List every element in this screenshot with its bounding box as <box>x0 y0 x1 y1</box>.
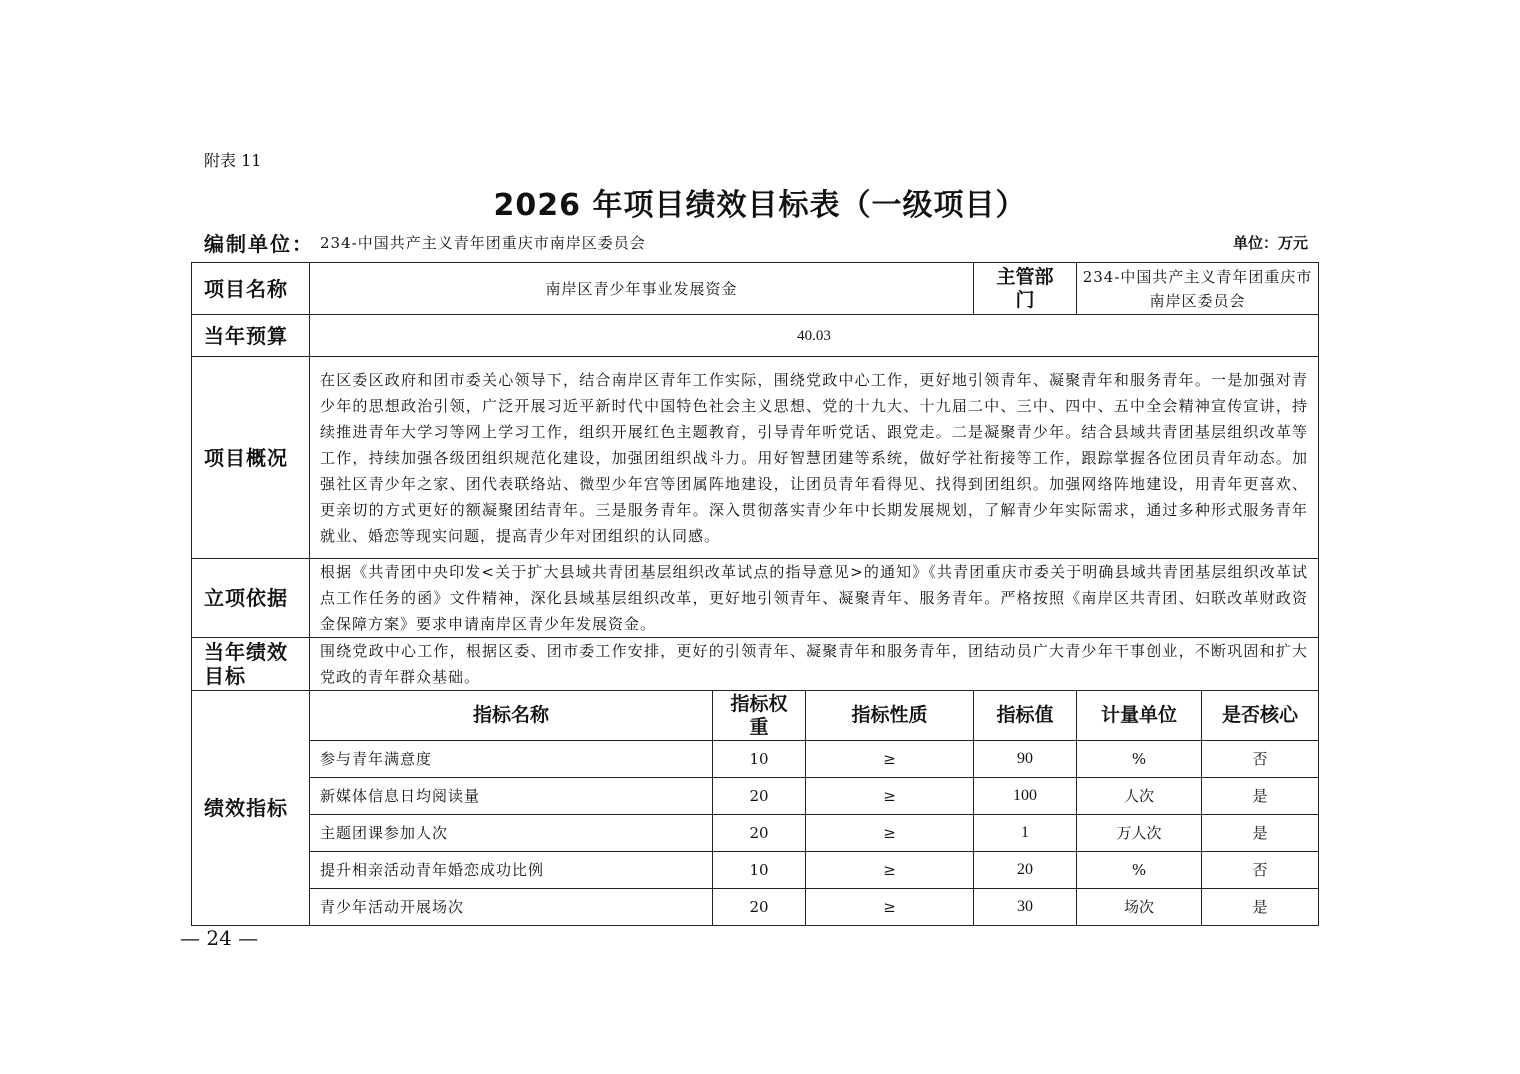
indicator-value: 20 <box>974 852 1077 889</box>
indicator-core: 是 <box>1202 815 1319 852</box>
budget-value: 40.03 <box>310 315 1319 357</box>
indicator-name: 提升相亲活动青年婚恋成功比例 <box>310 852 713 889</box>
row-basis <box>192 559 1319 638</box>
page-number: — 24 — <box>180 926 259 950</box>
indicator-weight: 20 <box>713 815 806 852</box>
performance-table <box>191 262 1319 926</box>
indicators-label: 绩效指标 <box>192 691 310 926</box>
row-project-name <box>192 263 1319 315</box>
goal-text: 围绕党政中心工作，根据区委、团市委工作安排，更好的引领青年、凝聚青年和服务青年，团结动员广大青少年干事创业，不断巩固和扩大党政的青年群众基础。 <box>310 638 1319 691</box>
table-row <box>192 852 1319 889</box>
header-nature: 指标性质 <box>806 691 974 741</box>
indicator-unit: 万人次 <box>1077 815 1202 852</box>
budget-label: 当年预算 <box>192 315 310 357</box>
row-goal <box>192 638 1319 691</box>
unit-label: 编制单位： <box>204 232 314 256</box>
row-budget <box>192 315 1319 357</box>
manager-value: 234-中国共产主义青年团重庆市南岸区委员会 <box>1077 263 1319 315</box>
indicator-name: 青少年活动开展场次 <box>310 889 713 926</box>
indicator-unit: 人次 <box>1077 778 1202 815</box>
indicator-name: 新媒体信息日均阅读量 <box>310 778 713 815</box>
indicator-core: 是 <box>1202 778 1319 815</box>
indicator-unit: % <box>1077 741 1202 778</box>
indicator-value: 30 <box>974 889 1077 926</box>
table-row <box>192 741 1319 778</box>
table-row <box>192 815 1319 852</box>
unit-line <box>204 228 1308 256</box>
indicator-value: 90 <box>974 741 1077 778</box>
annex-label: 附表 11 <box>204 151 262 170</box>
indicator-nature: ≥ <box>806 815 974 852</box>
manager-label: 主管部门 <box>974 263 1077 315</box>
row-overview <box>192 357 1319 559</box>
header-core: 是否核心 <box>1202 691 1319 741</box>
project-name-value: 南岸区青少年事业发展资金 <box>310 263 974 315</box>
indicator-name: 主题团课参加人次 <box>310 815 713 852</box>
indicator-name: 参与青年满意度 <box>310 741 713 778</box>
header-unit: 计量单位 <box>1077 691 1202 741</box>
indicator-nature: ≥ <box>806 778 974 815</box>
header-value: 指标值 <box>974 691 1077 741</box>
page-title: 2026 年项目绩效目标表（一级项目） <box>493 188 1027 223</box>
overview-label: 项目概况 <box>192 357 310 559</box>
indicator-core: 否 <box>1202 741 1319 778</box>
table-row <box>192 778 1319 815</box>
indicator-weight: 10 <box>713 852 806 889</box>
header-name: 指标名称 <box>310 691 713 741</box>
indicator-core: 是 <box>1202 889 1319 926</box>
indicator-value: 100 <box>974 778 1077 815</box>
indicator-nature: ≥ <box>806 741 974 778</box>
indicator-weight: 10 <box>713 741 806 778</box>
money-unit: 单位：万元 <box>1232 234 1308 252</box>
indicator-unit: % <box>1077 852 1202 889</box>
goal-label: 当年绩效目标 <box>192 638 310 691</box>
table-row <box>192 889 1319 926</box>
overview-text: 在区委区政府和团市委关心领导下，结合南岸区青年工作实际，围绕党政中心工作，更好地引领青年、凝聚青年和服务青年。一是加强对青少年的思想政治引领，广泛开展习近平新时代中国特色社会主义思想、党的十九大、十九届二中、三中、四中、五中全会精神宣传宣讲，持续推进青年大学习等网上学习工作，组织开展红色主题教育，引导青年听党话、跟党走。二是凝聚青少年。结合县域共青团基层组织改革等工作，持续加强各级团组织规范化建设，加强团组织战斗力。用好智慧团建等系统，做好学社衔接等工作，跟踪掌握各位团员青年动态。加强社区青少年之家、团代表联络站、微型少年宫等团属阵地建设，让团员青年看得见、找得到团组织。加强网络阵地建设，用青年更喜欢、更亲切的方式更好的额凝聚团结青年。三是服务青年。深入贯彻落实青少年中长期发展规划，了解青少年实际需求，通过多种形式服务青年就业、婚恋等现实问题，提高青少年对团组织的认同感。 <box>310 357 1319 559</box>
indicator-core: 否 <box>1202 852 1319 889</box>
unit-org: 234-中国共产主义青年团重庆市南岸区委员会 <box>320 234 646 252</box>
basis-text: 根据《共青团中央印发<关于扩大县域共青团基层组织改革试点的指导意见>的通知》《共青团重庆市委关于明确县域共青团基层组织改革试点工作任务的函》文件精神，深化县域基层组织改革，更好地引领青年、凝聚青年、服务青年。严格按照《南岸区共青团、妇联改革财政资金保障方案》要求申请南岸区青少年发展资金。 <box>310 559 1319 638</box>
indicator-nature: ≥ <box>806 852 974 889</box>
project-name-label: 项目名称 <box>192 263 310 315</box>
indicator-value: 1 <box>974 815 1077 852</box>
basis-label: 立项依据 <box>192 559 310 638</box>
indicator-weight: 20 <box>713 778 806 815</box>
indicator-unit: 场次 <box>1077 889 1202 926</box>
header-weight: 指标权重 <box>713 691 806 741</box>
indicator-nature: ≥ <box>806 889 974 926</box>
row-indicator-headers <box>192 691 1319 741</box>
indicator-weight: 20 <box>713 889 806 926</box>
